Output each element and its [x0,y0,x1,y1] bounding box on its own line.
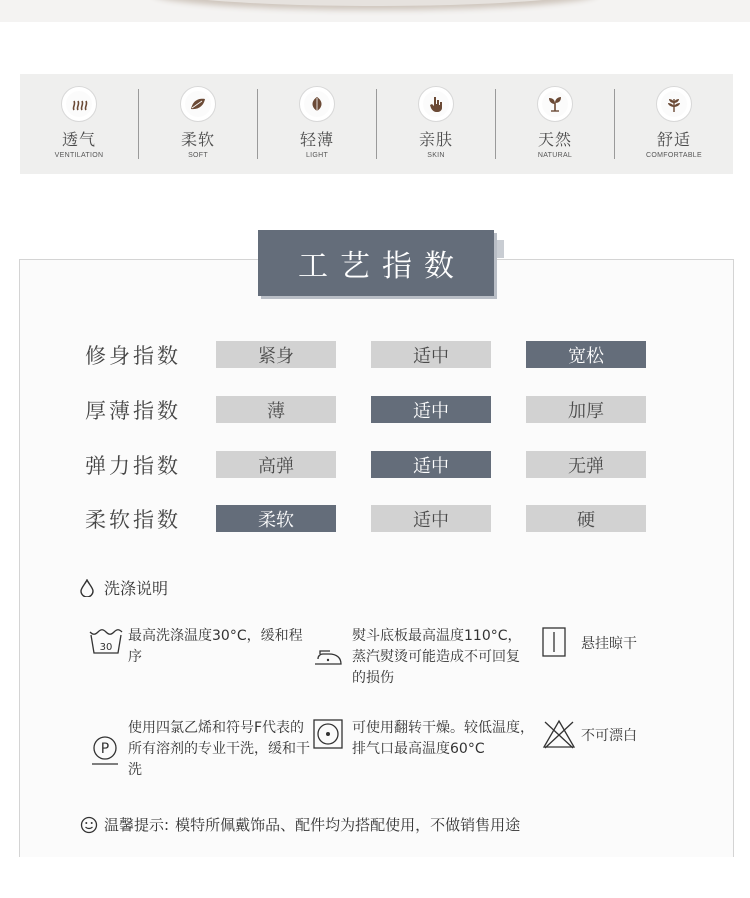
index-label: 厚薄指数 [85,399,181,423]
index-option: 适中 [371,505,491,532]
feature-label: 亲肤 [418,129,453,149]
care-item-dry-clean [88,718,310,781]
index-option: 无弹 [526,451,646,478]
section-title: 工艺指数 [298,249,466,284]
care-text: 熨斗底板最高温度110°C，蒸汽熨烫可能造成不可回复的损伤 [352,628,522,686]
feature-soft [139,74,257,174]
care-text: 使用四氯乙烯和符号F代表的所有溶剂的专业干洗，缓和干洗 [128,720,310,778]
plant-icon [656,86,692,122]
care-text: 不可漂白 [581,727,637,744]
care-text: 可使用翻转干燥。较低温度，排气口最高温度60°C [352,720,534,757]
feature-sub: SOFT [188,151,208,159]
wash-temp-icon-text: 30 [99,642,113,653]
feature-label: 透气 [61,129,96,149]
feature-sub: SKIN [427,151,445,159]
leaf-light-icon [299,86,335,122]
feature-label: 柔软 [180,129,215,149]
index-label: 弹力指数 [85,454,181,478]
feature-label: 轻薄 [299,129,334,149]
index-option-selected: 宽松 [526,341,646,368]
wash-title-text: 洗涤说明 [104,579,169,598]
feature-ventilation [20,74,138,174]
index-label: 柔软指数 [85,508,181,532]
feature-label: 天然 [537,129,572,149]
top-product-edge [0,0,750,22]
feature-label: 舒适 [656,129,691,149]
feature-sub: LIGHT [305,151,329,159]
feature-natural [496,74,614,174]
index-option: 紧身 [216,341,336,368]
care-item-line-dry [541,626,691,662]
wash-instructions-title [80,576,168,599]
water-drop-icon [80,579,94,597]
care-item-tumble-dry [312,718,534,760]
index-option: 高弹 [216,451,336,478]
feature-sub: NATURAL [537,151,573,159]
tip-label: 温馨提示: [104,816,170,834]
no-bleach-icon [541,718,581,754]
feature-comfortable [615,74,733,174]
tip-text: 模特所佩戴饰品、配件均为搭配使用，不做销售用途 [175,816,521,834]
care-text: 最高洗涤温度30°C，缓和程序 [128,628,303,665]
feature-band [20,74,733,174]
iron-icon [312,626,352,689]
hand-touch-icon [418,86,454,122]
smiley-icon [80,816,98,834]
feature-sub: COMFORTABLE [646,151,702,159]
tumble-dry-icon [312,718,352,760]
ventilation-icon [61,86,97,122]
line-dry-icon [541,626,581,662]
index-option-selected: 柔软 [216,505,336,532]
feature-sub: VENTILATION [54,151,104,159]
dry-clean-p-icon [88,718,128,781]
section-title-box [258,230,494,296]
index-option: 加厚 [526,396,646,423]
wash-30-icon [88,626,128,668]
sprout-icon [537,86,573,122]
index-option-selected: 适中 [371,396,491,423]
index-option: 硬 [526,505,646,532]
svg-text:P: P [100,741,110,757]
index-option: 薄 [216,396,336,423]
feature-skin [377,74,495,174]
tip-line [80,814,520,835]
care-item-wash [88,626,308,668]
care-item-iron [312,626,527,689]
feature-light [258,74,376,174]
index-option: 适中 [371,341,491,368]
index-option-selected: 适中 [371,451,491,478]
index-label: 修身指数 [85,344,181,368]
care-text: 悬挂晾干 [581,635,637,652]
care-item-no-bleach [541,718,691,754]
leaf-soft-icon [180,86,216,122]
